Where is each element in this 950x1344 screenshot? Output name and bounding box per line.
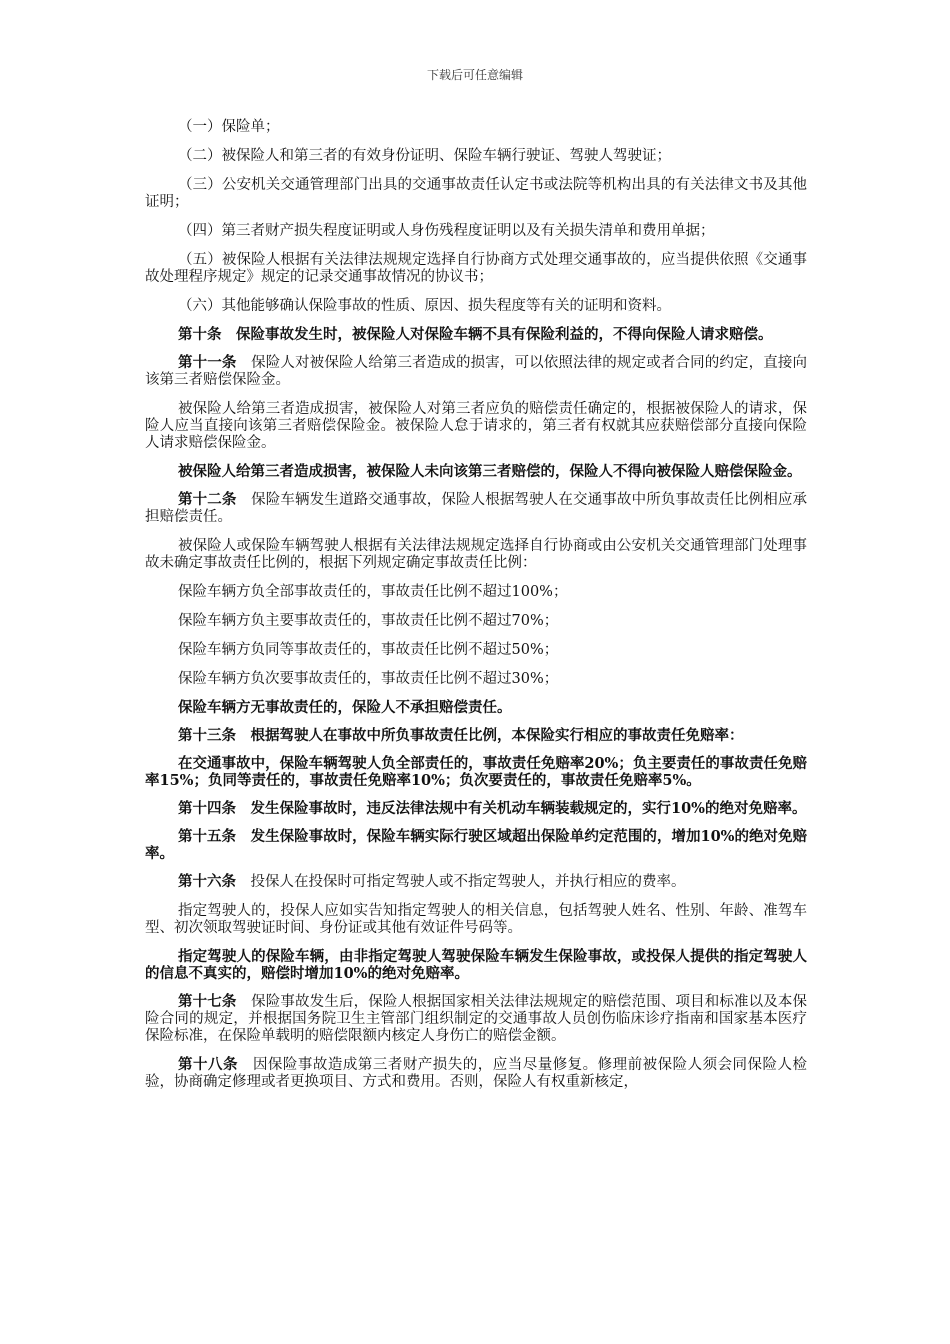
paragraph-text: 发生保险事故时，保险车辆实际行驶区域超出保险单约定范围的，增加10%的绝对免赔率。 (145, 828, 808, 862)
paragraph-text: 指定驾驶人的保险车辆，由非指定驾驶人驾驶保险车辆发生保险事故，或投保人提供的指定驾驶人的信息不真实的，赔偿时增加10%的绝对免赔率。 (145, 948, 807, 982)
paragraph-text: 发生保险事故时，违反法律法规中有关机动车辆装载规定的，实行10%的绝对免赔率。 (236, 800, 807, 817)
paragraph (145, 176, 807, 211)
paragraph (145, 1056, 807, 1091)
paragraph-text: （五）被保险人根据有关法律法规规定选择自行协商方式处理交通事故的，应当提供依照《交通事故处理程序规定》规定的记录交通事故情况的协议书； (145, 252, 807, 285)
paragraph (145, 670, 807, 688)
paragraph (145, 537, 807, 572)
paragraph (145, 948, 807, 982)
paragraph (145, 118, 807, 136)
paragraph-text: （四）第三者财产损失程度证明或人身伤残程度证明以及有关损失清单和费用单据； (178, 223, 715, 239)
paragraph-text: 保险车辆方无事故责任的，保险人不承担赔偿责任。 (178, 699, 512, 716)
article-label: 第十八条 (178, 1056, 238, 1073)
paragraph (145, 491, 807, 526)
paragraph-text: 保险车辆方负主要事故责任的，事故责任比例不超过70%； (178, 613, 559, 629)
paragraph (145, 463, 807, 480)
paragraph (145, 222, 807, 240)
paragraph (145, 873, 807, 891)
article-label: 第十五条 (178, 828, 237, 845)
paragraph (145, 828, 807, 862)
paragraph (145, 902, 807, 937)
paragraph-text: 保险车辆方负同等事故责任的，事故责任比例不超过50%； (178, 642, 559, 658)
article-label: 第十四条 (178, 800, 236, 817)
article-label: 第十六条 (178, 873, 236, 890)
paragraph-text: 保险车辆方负全部事故责任的，事故责任比例不超过100%； (178, 584, 568, 600)
paragraph-text: 指定驾驶人的，投保人应如实告知指定驾驶人的相关信息，包括驾驶人姓名、性别、年龄、准驾车型、初次领取驾驶证时间、身份证或其他有效证件号码等。 (145, 903, 807, 936)
paragraph-text: 在交通事故中，保险车辆驾驶人负全部责任的，事故责任免赔率20%；负主要责任的事故责任免赔率15%；负同等责任的，事故责任免赔率10%；负次要责任的，事故责任免赔率5%。 (145, 755, 807, 789)
paragraph-text: 保险事故发生后，保险人根据国家相关法律法规规定的赔偿范围、项目和标准以及本保险合同的规定，并根据国务院卫生主管部门组织制定的交通事故人员创伤临床诊疗指南和国家基本医疗保险标准，在保险单载明的赔偿限额内核定人身伤亡的赔偿金额。 (145, 994, 808, 1044)
paragraph (145, 641, 807, 659)
paragraph-text: 因保险事故造成第三者财产损失的，应当尽量修复。修理前被保险人须会同保险人检验，协商确定修理或者更换项目、方式和费用。否则，保险人有权重新核定， (145, 1057, 807, 1090)
paragraph (145, 326, 807, 343)
page-header: 下载后可任意编辑 (426, 68, 523, 82)
document-body (145, 118, 807, 1102)
paragraph (145, 354, 807, 389)
article-label: 第十二条 (178, 491, 237, 508)
paragraph (145, 699, 807, 716)
paragraph-text: 根据驾驶人在事故中所负事故责任比例，本保险实行相应的事故责任免赔率： (236, 727, 744, 744)
paragraph (145, 993, 807, 1045)
paragraph-text: （六）其他能够确认保险事故的性质、原因、损失程度等有关的证明和资料。 (178, 298, 671, 314)
paragraph-text: 被保险人给第三者造成损害，被保险人对第三者应负的赔偿责任确定的，根据被保险人的请求，保险人应当直接向该第三者赔偿保险金。被保险人怠于请求的，第三者有权就其应获赔偿部分直接向保险人请求赔偿保险金。 (145, 401, 807, 451)
paragraph (145, 297, 807, 315)
paragraph-text: （二）被保险人和第三者的有效身份证明、保险车辆行驶证、驾驶人驾驶证； (178, 148, 671, 164)
article-label: 第十七条 (178, 993, 237, 1010)
paragraph-text: 保险车辆发生道路交通事故，保险人根据驾驶人在交通事故中所负事故责任比例相应承担赔偿责任。 (145, 492, 808, 525)
paragraph (145, 147, 807, 165)
paragraph-text: 被保险人或保险车辆驾驶人根据有关法律法规规定选择自行协商或由公安机关交通管理部门处理事故未确定事故责任比例的，根据下列规定确定事故责任比例： (145, 538, 807, 571)
paragraph-text: 保险车辆方负次要事故责任的，事故责任比例不超过30%； (178, 671, 559, 687)
paragraph-text: 被保险人给第三者造成损害，被保险人未向该第三者赔偿的，保险人不得向被保险人赔偿保险金。 (178, 463, 802, 480)
article-label: 第十三条 (178, 727, 236, 744)
paragraph (145, 612, 807, 630)
paragraph-text: 保险人对被保险人给第三者造成的损害，可以依照法律的规定或者合同的约定，直接向该第三者赔偿保险金。 (145, 355, 808, 388)
paragraph (145, 727, 807, 744)
paragraph-text: （三）公安机关交通管理部门出具的交通事故责任认定书或法院等机构出具的有关法律文书及其他证明； (145, 177, 807, 210)
article-label: 第十一条 (178, 354, 237, 371)
paragraph (145, 800, 807, 817)
article-label: 第十条 (178, 326, 222, 343)
paragraph (145, 400, 807, 452)
paragraph (145, 251, 807, 286)
paragraph-text: 保险事故发生时，被保险人对保险车辆不具有保险利益的，不得向保险人请求赔偿。 (221, 326, 773, 343)
paragraph-text: （一）保险单； (178, 119, 280, 135)
paragraph (145, 755, 807, 789)
paragraph (145, 583, 807, 601)
paragraph-text: 投保人在投保时可指定驾驶人或不指定驾驶人，并执行相应的费率。 (236, 874, 686, 890)
